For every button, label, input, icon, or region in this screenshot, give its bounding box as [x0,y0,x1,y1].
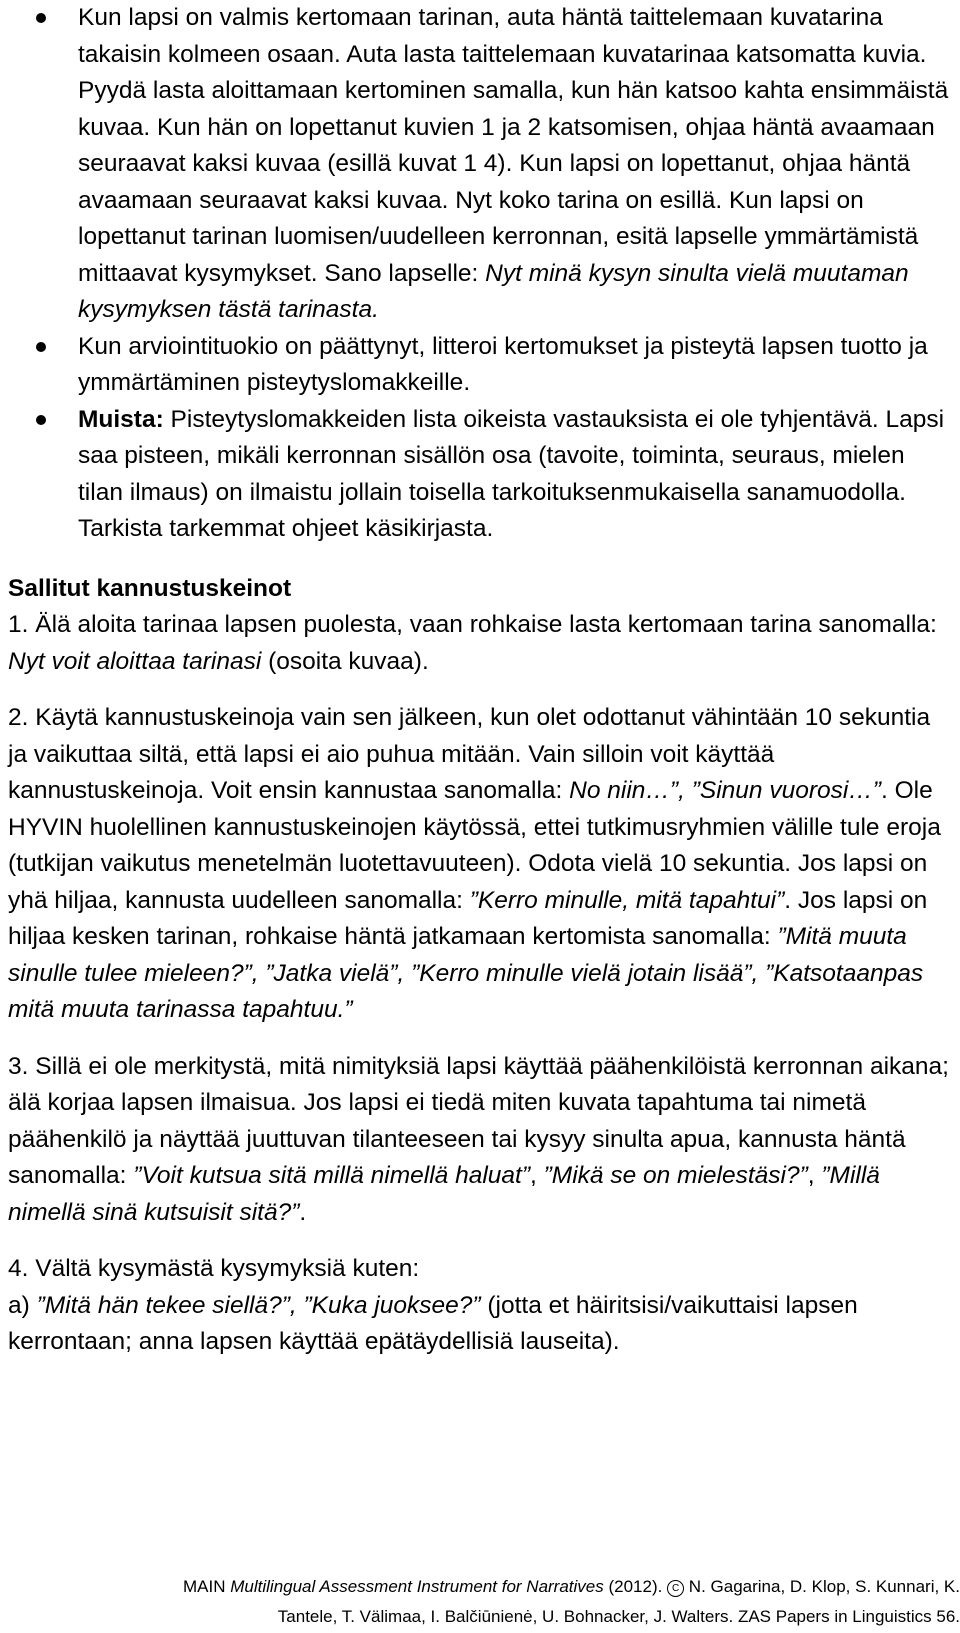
item-quote: ”Mitä hän tekee siellä?”, ”Kuka juoksee?” [36,1291,481,1319]
bullet-dot-icon [36,342,46,352]
section-heading: Sallitut kannustuskeinot [8,574,292,602]
bullet-dot-icon [36,13,46,23]
item-text: (osoita kuvaa). [261,647,429,675]
citation-line-2: Tantele, T. Välimaa, I. Balčiūnienė, U. Bohnacker, J. Walters. ZAS Papers in Linguistics 56. [277,1607,960,1626]
bullet-item [8,402,952,548]
item-text: (jotta et häiritsisi/vaikuttaisi lapsen kerrontaan; anna lapsen käyttää epätäydellisiä lauseita). [8,1291,858,1355]
footer-title: Multilingual Assessment Instrument for Narratives [230,1577,604,1596]
item-quote: ”Millä nimellä sinä kutsuisit sitä?” [8,1162,880,1226]
item-text: . Ole HYVIN huolellinen kannustuskeinojen käytössä, ettei tutkimusryhmien välille tule eroja (tutkijan vaikutus menetelmän luotettavuuteen). Odota vielä 10 sekuntia. Jos lapsi on yhä hiljaa, kannusta uudelleen sanomalla: [8,777,941,914]
bullet-text: Pisteytyslomakkeiden lista oikeista vastauksista ei ole tyhjentävä. Lapsi saa pisteen, mikäli kerronnan sisällön osa (tavoite, toiminta, seuraus, mielen tilan ilmaus) on ilmaistu jollain toisella tarkoituksenmukaisella sanamuodolla. Tarkista tarkemmat ohjeet käsikirjasta. [78,405,945,542]
instruction-bullets [8,0,952,548]
footer-text: (2012). [603,1577,668,1596]
bullet-bold-label: Muista: [78,405,164,433]
prompt-item-3 [8,1049,952,1232]
prompt-item-1 [8,607,952,680]
prompt-item-4 [8,1251,952,1361]
bullet-item [8,329,952,402]
bullet-item [8,0,952,329]
item-quote: ”Mikä se on mielestäsi?” [543,1162,808,1189]
item-quote: ”Kerro minulle, mitä tapahtui” [469,886,785,914]
item-quote: ”Voit kutsua sitä millä nimellä haluat” [133,1162,530,1189]
item-text: 3. Sillä ei ole merkitystä, mitä nimityksiä lapsi käyttää päähenkilöistä kerronnan aikana; älä korjaa lapsen ilmaisua. Jos lapsi ei tiedä miten kuvata tapahtuma tai nimetä päähenkilö ja näyttää juuttuvan tilanteeseen tai kysyy sinulta apua, kannusta häntä sanomalla: [8,1052,949,1189]
item-text: 4. Vältä kysymästä kysymyksiä kuten: [8,1255,420,1282]
copyright-icon: C [667,1580,684,1597]
footer-text: N. Gagarina, D. Klop, S. Kunnari, K. [684,1577,960,1596]
citation-line-1 [0,1572,960,1602]
document-page [8,0,952,1361]
item-text: . Jos lapsi on hiljaa kesken tarinan, rohkaise häntä jatkamaan kertomista sanomalla: [8,886,928,950]
prompt-item-2 [8,700,952,1029]
item-text: 2. Käytä kannustuskeinoja vain sen jälkeen, kun olet odottanut vähintään 10 sekuntia ja vaikuttaa siltä, että lapsi ei aio puhua mitään. Vain silloin voit käyttää kannustuskeinoja. Voit ensin kannustaa sanomalla: [8,704,931,804]
footer-text: MAIN [183,1577,231,1596]
item-text: 1. Älä aloita tarinaa lapsen puolesta, vaan rohkaise lasta kertomaan tarina sanomalla: [8,611,937,638]
item-text: a) [8,1291,37,1319]
item-quote: No niin…”, ”Sinun vuorosi…” [569,777,881,804]
item-text: , [530,1162,544,1189]
item-text: , [807,1162,822,1189]
bullet-text: Kun lapsi on valmis kertomaan tarinan, auta häntä taittelemaan kuvatarina takaisin kolmeen osaan. Auta lasta taittelemaan kuvatarinaa katsomatta kuvia. Pyydä lasta aloittamaan kertominen samalla, kun hän katsoo kahta ensimmäistä kuvaa. Kun hän on lopettanut kuvien 1 ja 2 katsomisen, ohjaa häntä avaamaan seuraavat kaksi kuvaa (esillä kuvat 1 4). Kun lapsi on lopettanut, ohjaa häntä avaamaan seuraavat kaksi kuvaa. Nyt koko tarina on esillä. Kun lapsi on lopettanut tarinan luomisen/uudelleen kerronnan, esitä lapselle ymmärtämistä mittaavat kysymykset. Sano lapselle: [78,4,949,287]
bullet-text: Kun arviointituokio on päättynyt, litteroi kertomukset ja pisteytä lapsen tuotto ja ymmärtäminen pisteytyslomakkeille. [78,332,928,396]
bullet-quote: Nyt minä kysyn sinulta vielä muutaman kysymyksen tästä tarinasta. [78,259,909,323]
citation-footer [0,1572,960,1632]
item-text: . [299,1198,307,1226]
item-quote: ”Mitä muuta sinulle tulee mieleen?”, ”Jatka vielä”, ”Kerro minulle vielä jotain lisää”, ”Katsotaanpas mitä muuta tarinassa tapahtuu.” [8,923,924,1023]
item-quote: Nyt voit aloittaa tarinasi [8,647,262,675]
bullet-dot-icon [36,415,46,425]
